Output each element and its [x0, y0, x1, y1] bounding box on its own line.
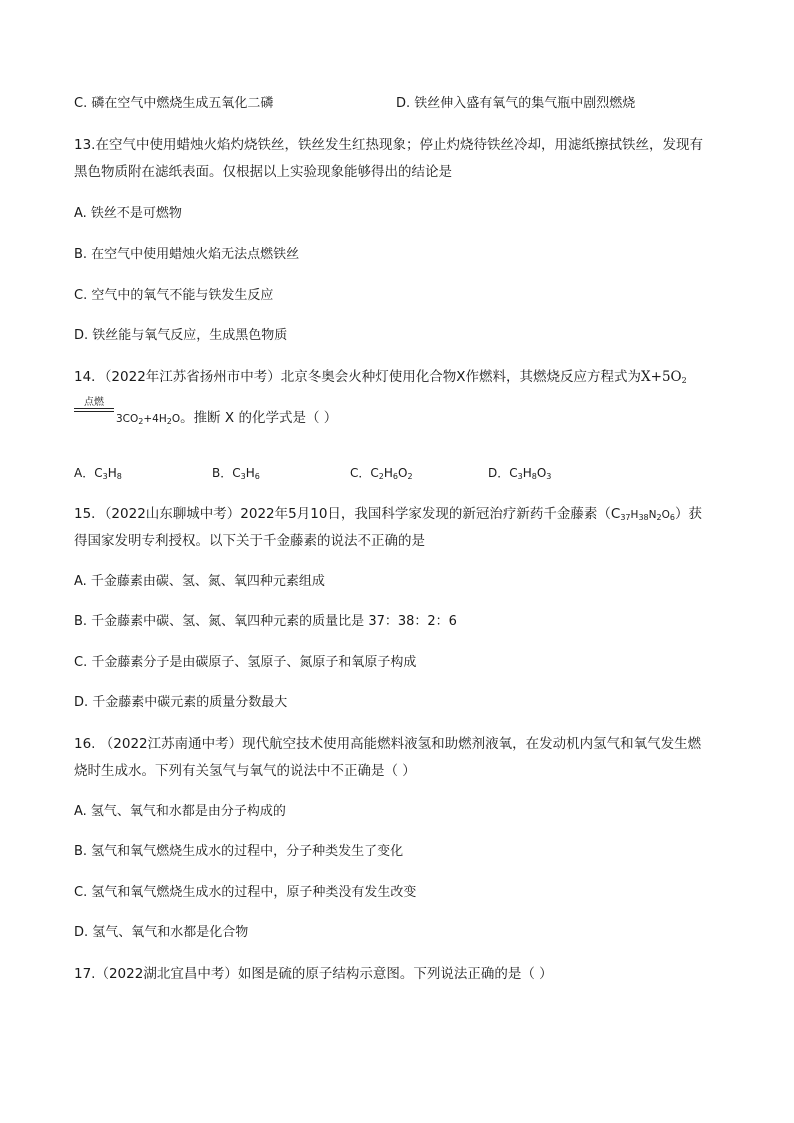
q14-option-a: A．$C_3H_8$ — [74, 466, 122, 481]
q14-stem-line2 — [116, 409, 337, 428]
q14-stem-line1 — [74, 368, 687, 386]
q14-option-c: C．$C_2H_6O_2$ — [350, 466, 413, 481]
equals-bar-bottom — [74, 411, 114, 412]
q15-stem-tail: ）获 — [674, 506, 702, 522]
q14-option-d: D．$C_3H_8O_3$ — [488, 466, 552, 481]
q15-stem-line1 — [74, 505, 702, 524]
q15-option-c: C. 千金藤素分子是由碳原子、氢原子、氮原子和氧原子构成 — [74, 655, 417, 670]
q14-options-row — [74, 464, 608, 481]
q14-reaction-condition: 点燃 — [84, 397, 104, 408]
q16-option-c: C. 氢气和氧气燃烧生成水的过程中，原子种类没有发生改变 — [74, 885, 417, 900]
q12-option-d: D. 铁丝伸入盛有氧气的集气瓶中剧烈燃烧 — [396, 96, 636, 111]
q16-option-d: D. 氢气、氧气和水都是化合物 — [74, 925, 249, 940]
q16-option-b: B. 氢气和氧气燃烧生成水的过程中，分子种类发生了变化 — [74, 844, 404, 859]
q13-stem-line2: 黑色物质附在滤纸表面。仅根据以上实验现象能够得出的结论是 — [74, 164, 452, 180]
q16-stem-line1: 16. （2022江苏南通中考）现代航空技术使用高能燃料液氢和助燃剂液氧，在发动机内氢气和氧气发生燃 — [74, 736, 702, 752]
q15-option-b: B. 千金藤素中碳、氢、氮、氧四种元素的质量比是 37：38：2：6 — [74, 614, 457, 629]
q15-stem-text: 15．（2022山东聊城中考）2022年5月10日，我国科学家发现的新冠治疗新药千金藤素（C — [74, 506, 621, 522]
q16-option-a: A. 氢气、氧气和水都是由分子构成的 — [74, 804, 286, 819]
q16-stem-line2: 烧时生成水。下列有关氢气与氧气的说法中不正确是（ ） — [74, 763, 416, 779]
q15-option-d: D. 千金藤素中碳元素的质量分数最大 — [74, 695, 288, 710]
q14-equation-reactants: $X+5O_2$ — [641, 369, 687, 385]
q15-stem-line2: 得国家发明专利授权。以下关于千金藤素的说法不正确的是 — [74, 533, 425, 549]
equals-bar-top — [74, 408, 114, 409]
q12-option-c: C. 磷在空气中燃烧生成五氧化二磷 — [74, 96, 274, 111]
q14-question-tail: 。推断 X 的化学式是（ ） — [180, 410, 338, 426]
q14-equation-products: $3CO_2+4H_2O$ — [116, 413, 181, 426]
q14-stem-text: 14．（2022年江苏省扬州市中考）北京冬奥会火种灯使用化合物X作燃料，其燃烧反应方程式为 — [74, 369, 642, 385]
q13-option-d: D. 铁丝能与氧气反应，生成黑色物质 — [74, 328, 288, 343]
q15-option-a: A. 千金藤素由碳、氢、氮、氧四种元素组成 — [74, 574, 325, 589]
q13-option-a: A. 铁丝不是可燃物 — [74, 206, 182, 221]
q17-stem-line1: 17.（2022湖北宜昌中考）如图是硫的原子结构示意图。下列说法正确的是（ ） — [74, 966, 553, 982]
q13-option-c: C. 空气中的氧气不能与铁发生反应 — [74, 288, 274, 303]
q13-option-b: B. 在空气中使用蜡烛火焰无法点燃铁丝 — [74, 247, 300, 262]
q15-formula: $_{37}H_{38}N_2O_6$ — [620, 509, 675, 522]
q14-option-b: B．$C_3H_6$ — [212, 466, 260, 481]
q13-stem-line1: 13.在空气中使用蜡烛火焰灼烧铁丝，铁丝发生红热现象；停止灼烧待铁丝冷却，用滤纸擦拭铁丝，发现有 — [74, 137, 703, 153]
